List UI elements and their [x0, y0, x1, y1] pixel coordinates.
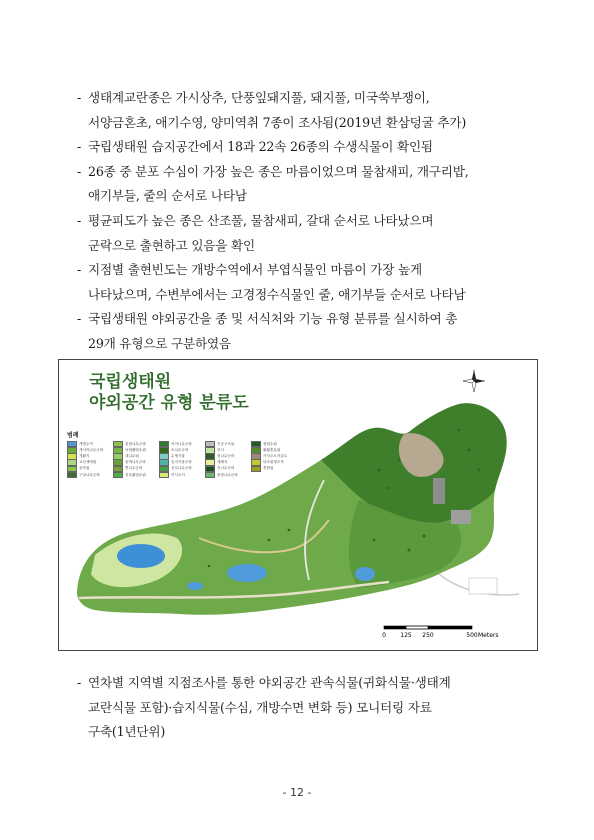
legend-label: 타초원생초목 [263, 460, 284, 465]
legend-item [113, 472, 157, 478]
legend-label: 잣나무군락 [217, 453, 235, 458]
pond [355, 567, 375, 581]
bullet-line: 교란식물 포함)·습지식물(수심, 개방수면 변화 등) 모니터링 자료 [88, 699, 432, 715]
scale-unit: Meters [478, 632, 499, 639]
legend-label: 잔디 [217, 447, 224, 452]
bullet-dash: - [77, 90, 82, 105]
bullet-dash: - [77, 139, 82, 155]
legend-label: 습지식물군락 [171, 460, 192, 465]
bullet-item [77, 671, 547, 745]
legend-label: 개방수역 [79, 441, 93, 446]
legend-label: 개서어나무군락 [79, 447, 104, 452]
legend-grid [67, 441, 297, 478]
legend-label: 서어나무군락 [171, 441, 192, 446]
legend-label: 구상나무군락 [79, 472, 100, 477]
legend-label: 활활혼효림 [263, 447, 281, 452]
bullet-line: 평균피도가 높은 종은 산조풀, 물참새피, 갈대 순서로 나타났으며 [88, 212, 434, 228]
legend-label: 관목림 [79, 466, 90, 471]
bullet-item [77, 307, 547, 356]
legend-swatch [113, 472, 123, 478]
legend-item [159, 472, 203, 478]
page-number: - 12 - [282, 786, 312, 799]
bullet-item [77, 258, 547, 307]
bullet-item [77, 209, 547, 258]
bullet-line: 군락으로 출현하고 있음을 확인 [88, 237, 255, 253]
legend-label: 물박나무군락 [125, 460, 146, 465]
bullet-line: 생태계교란종은 가시상추, 단풍잎돼지풀, 돼지풀, 미국쑥부쟁이, [88, 90, 430, 105]
pond [187, 582, 203, 590]
legend-swatch [205, 472, 215, 478]
legend-label: 전나무군락 [217, 466, 235, 471]
legend-swatch [159, 472, 169, 478]
legend-label: 수생식물 [171, 453, 185, 458]
scale-tick: 250 [422, 632, 434, 639]
bullet-line: 나타났으며, 수변부에서는 고경정수식물인 줄, 애기부들 순서로 나타남 [88, 286, 466, 302]
legend-swatch [67, 472, 77, 478]
scale-tick: 0 [382, 632, 386, 639]
map-title [89, 372, 249, 414]
bullet-dash: - [77, 311, 82, 327]
bullet-item [77, 86, 547, 135]
legend-label: 대나무림 [125, 453, 139, 458]
vegetation-map-figure [58, 359, 538, 651]
legend-label: 신갈나무군락 [171, 466, 192, 471]
building [451, 510, 471, 524]
legend-label: 재배지 [217, 460, 228, 465]
legend-item [67, 472, 111, 478]
map-title-line1: 국립생태원 [89, 372, 172, 392]
lake [117, 544, 165, 568]
legend-label: 뽕나무군락 [125, 466, 143, 471]
legend-label: 이식초지 [171, 472, 185, 477]
bullet-list-top [77, 86, 547, 357]
scale-tick: 500 [466, 632, 478, 639]
bullet-list-bottom [77, 671, 547, 745]
legend-label: 인공구조물 [217, 441, 235, 446]
legend-label: 침엽수림 [263, 441, 277, 446]
map-legend [67, 430, 297, 478]
scale-tick: 125 [400, 632, 412, 639]
legend-label: 개활지 [79, 453, 90, 458]
legend-item [251, 466, 295, 472]
legend-label: 카자오르자유토 [263, 453, 288, 458]
legend-label: 소나무군락 [171, 447, 189, 452]
bullet-line: 서양금혼초, 애기수영, 양미역취 7종이 조사됨(2019년 환삼덩굴 추가) [88, 114, 467, 130]
bullet-line: 지점별 출현빈도는 개방수역에서 부엽식물인 마름이 가장 높게 [88, 262, 422, 278]
bullet-line: 29개 유형으로 구분하였음 [88, 335, 231, 351]
bullet-line: 26종 중 분포 수심이 가장 높은 종은 마름이었으며 물참새피, 개구리밥, [88, 163, 469, 179]
parking-area [469, 578, 497, 594]
bullet-line: 국립생태원 야외공간을 종 및 서식처와 기능 유형 분류를 실시하여 총 [88, 311, 458, 327]
lake [227, 564, 267, 582]
bullet-dash: - [77, 212, 82, 228]
north-arrow-icon [461, 368, 487, 394]
legend-label: 상록활엽수림 [125, 472, 146, 477]
bullet-dash: - [77, 262, 82, 278]
legend-label: 낙엽활엽수림 [125, 447, 146, 452]
legend-label: 혼합림 [263, 466, 274, 471]
legend-label: 졸참나무군락 [217, 472, 238, 477]
scale-bar [381, 622, 531, 642]
bullet-line: 구축(1년단위) [88, 724, 166, 740]
legend-label: 물참나무군락 [125, 441, 146, 446]
bullet-line: 애기부들, 줄의 순서로 나타남 [88, 188, 247, 204]
legend-label: 교산생태원 [79, 460, 97, 465]
bullet-line: 국립생태원 습지공간에서 18과 22속 26종의 수생식물이 확인됨 [88, 139, 433, 155]
bullet-dash: - [77, 163, 82, 179]
bullet-dash: - [77, 675, 82, 690]
map-title-line2: 야외공간 유형 분류도 [89, 393, 249, 413]
bullet-item [77, 160, 547, 209]
bullet-line: 연차별 지역별 지점조사를 통한 야외공간 관속식물(귀화식물·생태계 [88, 675, 451, 690]
legend-swatch [251, 466, 261, 472]
bullet-item [77, 135, 547, 160]
legend-item [205, 472, 249, 478]
legend-title: 범례 [67, 432, 79, 439]
building [433, 478, 445, 504]
